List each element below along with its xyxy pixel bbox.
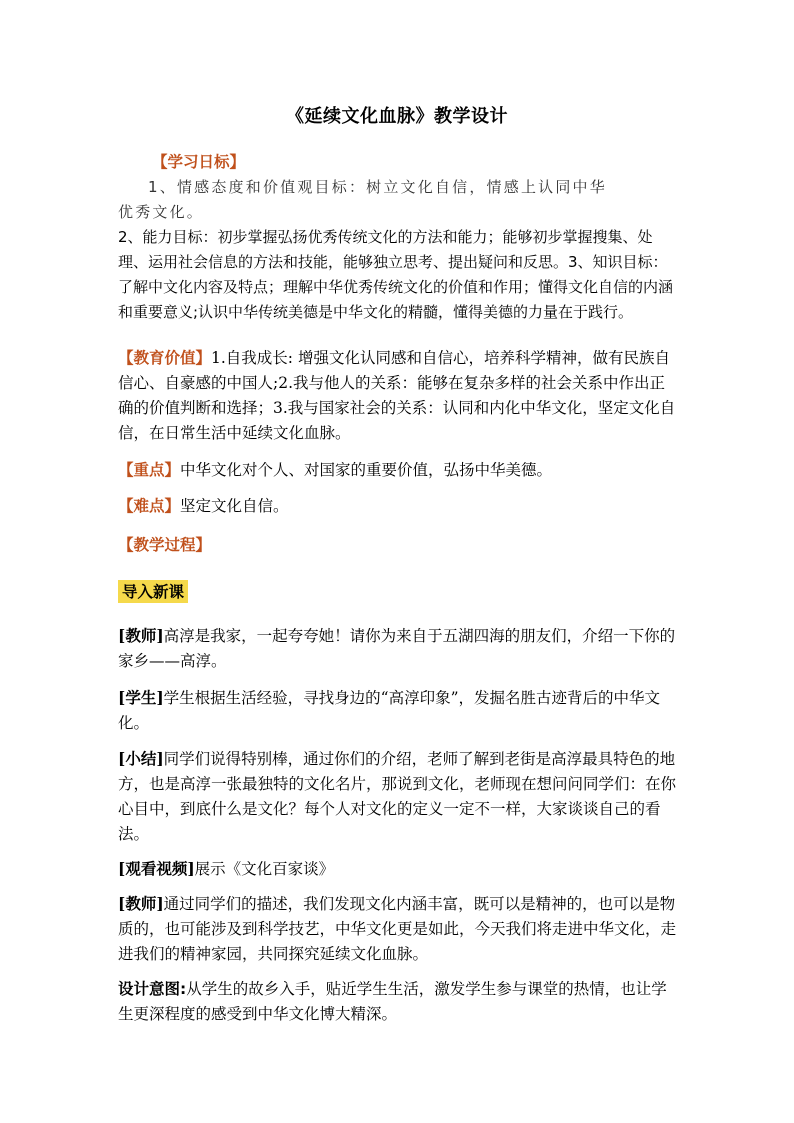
dialog-text: 学生根据生活经验，寻找身边的“高淳印象”，发掘名胜古迹背后的中华文化。 — [118, 689, 661, 732]
difficulty-section — [118, 494, 678, 519]
education-value-label: 【教育价值】 — [118, 349, 212, 367]
education-value-section — [118, 346, 678, 446]
teaching-process-label: 【教学过程】 — [118, 536, 212, 554]
intro-row — [118, 579, 678, 605]
dialog-text: 高淳是我家，一起夸夸她！请你为来自于五湖四海的朋友们，介绍一下你的家乡——高淳。 — [118, 627, 676, 670]
goals-line-1a: 1、情感态度和价值观目标：树立文化自信，情感上认同中华 — [148, 178, 607, 196]
dialog-role: [小结] — [118, 749, 164, 768]
dialog-role: [学生] — [118, 688, 164, 707]
learning-goals-label: 【学习日标】 — [152, 153, 246, 171]
dialog-role: [教师] — [118, 626, 164, 645]
difficulty-text: 坚定文化自信。 — [180, 497, 289, 515]
difficulty-label: 【难点】 — [118, 497, 181, 515]
dialog-teacher-1 — [118, 623, 678, 674]
dialog-video — [118, 856, 678, 882]
design-intent-section — [118, 977, 678, 1027]
design-intent-label: 设计意图: — [118, 980, 187, 998]
goals-line-1b: 优秀文化。 — [118, 203, 205, 221]
intro-highlight-label: 导入新课 — [118, 580, 188, 603]
key-point-label: 【重点】 — [118, 461, 181, 479]
document-title: 《延续文化血脉》教学设计 — [286, 106, 508, 127]
dialog-text: 通过同学们的描述，我们发现文化内涵丰富，既可以是精神的，也可以是物质的，也可能涉及到科学技艺，中华文化更是如此，今天我们将走进中华文化，走进我们的精神家园，共同探究延续文化血脉。 — [118, 895, 677, 963]
goals-paragraph-2: 2、能力目标：初步掌握弘扬优秀传统文化的方法和能力；能够初步掌握搜集、处理、运用社会信息的方法和技能，能够独立思考、提出疑问和反思。3、知识目标：了解中文化内容及特点；理解中华优秀传统文化的价值和作用；懂得文化自信的内涵和重要意义;认识中华传统美德是中华文化的精髓，懂得美德的力量在于践行。 — [118, 228, 674, 321]
key-point-text: 中华文化对个人、对国家的重要价值，弘扬中华美德。 — [180, 461, 553, 479]
design-intent-text: 从学生的故乡入手，贴近学生生活，激发学生参与课堂的热情，也让学生更深程度的感受到中华文化博大精深。 — [118, 980, 667, 1023]
dialog-role: [教师] — [118, 894, 164, 913]
dialog-teacher-2 — [118, 891, 678, 967]
dialog-text: 展示《文化百家谈》 — [194, 860, 335, 878]
education-value-text: 1.自我成长: 增强文化认同感和自信心，培养科学精神，做有民族自信心、自豪感的中国人;2.我与他人的关系：能够在复杂多样的社会关系中作出正确的价值判断和选择；3.我与国家社会的关系：认同和内化中华文化，坚定文化自信，在日常生活中延续文化血脉。 — [118, 349, 676, 442]
key-point-section — [118, 458, 678, 483]
dialog-role: [观看视频] — [118, 859, 195, 878]
dialog-student — [118, 685, 678, 736]
teaching-process-label-row — [118, 533, 678, 558]
learning-goals-section — [118, 150, 678, 325]
dialog-summary — [118, 746, 678, 847]
dialog-text: 同学们说得特别棒，通过你们的介绍，老师了解到老街是高淳最具特色的地方，也是高淳一张最独特的文化名片，那说到文化，老师现在想问问同学们：在你心目中，到底什么是文化？每个人对文化的定义一定不一样，大家谈谈自己的看法。 — [118, 750, 677, 843]
